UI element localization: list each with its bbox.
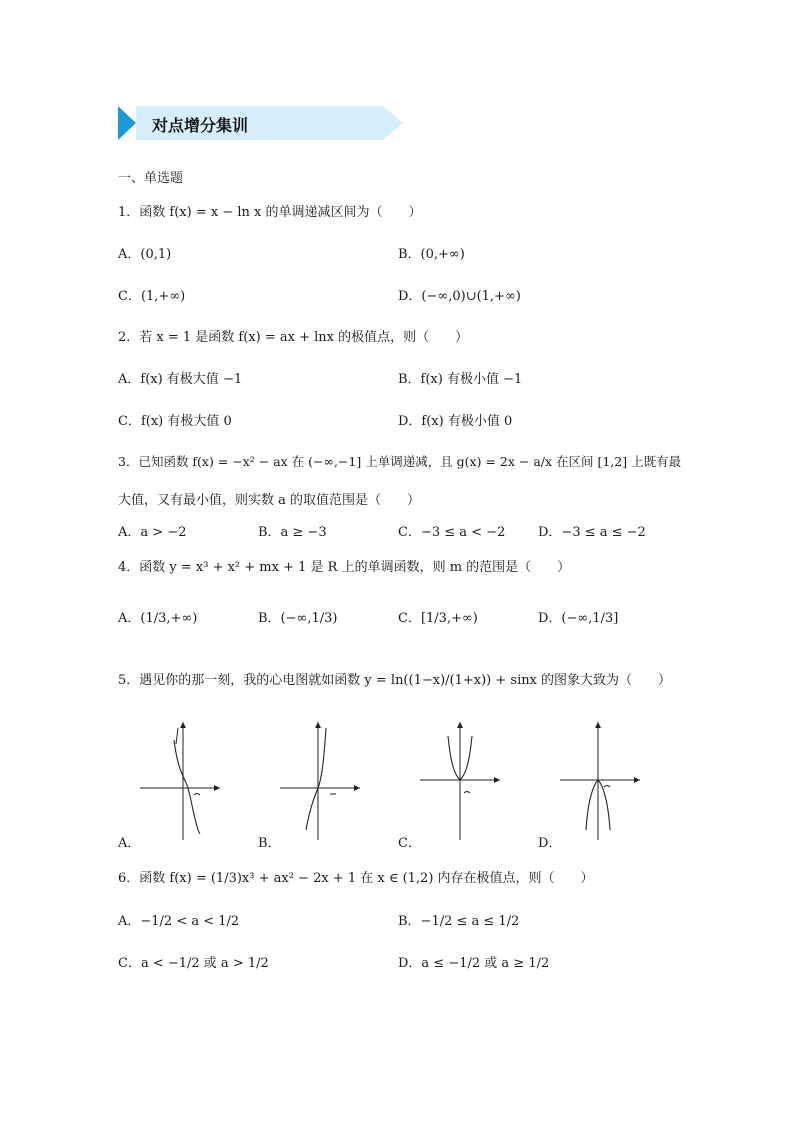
q4-option-a: A．(1/3,+∞) [118,611,198,626]
question-3-stem-line2: 大值，又有最小值，则实数 a 的取值范围是（ ） [118,493,421,508]
q4-option-d: D．(−∞,1/3] [538,611,619,626]
q6-option-d: D．a ≤ −1/2 或 a ≥ 1/2 [398,956,550,971]
q5-option-a: A． [118,836,141,851]
q5-graph-c [418,718,504,842]
question-3-stem-line1: 3．已知函数 f(x) = −x² − ax 在 (−∞,−1] 上单调递减，且 g(x) = 2x − a/x 在区间 [1,2] 上既有最 [118,454,682,469]
q2-option-d: D．f(x) 有极小值 0 [398,414,513,429]
q5-graph-b [278,718,364,842]
q1-option-c: C．(1,+∞) [118,289,186,304]
question-5-stem: 5．遇见你的那一刻，我的心电图就如函数 y = ln((1−x)/(1+x)) + sinx 的图象大致为（ ） [118,673,672,688]
banner-title: 对点增分集训 [152,116,249,135]
q1-option-a: A．(0,1) [118,247,172,262]
q2-option-a: A．f(x) 有极大值 −1 [118,372,243,387]
question-6-stem: 6．函数 f(x) = (1/3)x³ + ax² − 2x + 1 在 x ∈ (1,2) 内存在极值点，则（ ） [118,871,594,886]
q4-option-b: B．(−∞,1/3) [258,611,338,626]
question-4-stem: 4．函数 y = x³ + x² + mx + 1 是 R 上的单调函数，则 m 的范围是（ ） [118,560,571,575]
q6-option-c: C．a < −1/2 或 a > 1/2 [118,956,269,971]
q2-option-c: C．f(x) 有极大值 0 [118,414,232,429]
q3-option-a: A．a > −2 [118,525,187,540]
q5-graph-a [138,718,224,842]
q5-option-b: B． [258,836,281,851]
q5-option-d: D． [538,836,562,851]
section-heading: 一、单选题 [118,171,184,186]
q4-option-c: C．[1/3,+∞) [398,611,478,626]
q3-option-d: D．−3 ≤ a ≤ −2 [538,525,646,540]
q6-option-b: B．−1/2 ≤ a ≤ 1/2 [398,914,520,929]
q1-option-d: D．(−∞,0)∪(1,+∞) [398,289,521,304]
question-2-stem: 2．若 x = 1 是函数 f(x) = ax + lnx 的极值点，则（ ） [118,330,469,345]
q6-option-a: A．−1/2 < a < 1/2 [118,914,240,929]
question-1-stem: 1．函数 f(x) = x − ln x 的单调递减区间为（ ） [118,205,422,220]
q3-option-c: C．−3 ≤ a < −2 [398,525,506,540]
q5-option-c: C． [398,836,421,851]
q2-option-b: B．f(x) 有极小值 −1 [398,372,523,387]
q3-option-b: B．a ≥ −3 [258,525,327,540]
q1-option-b: B．(0,+∞) [398,247,465,262]
q5-graph-d [558,718,644,842]
